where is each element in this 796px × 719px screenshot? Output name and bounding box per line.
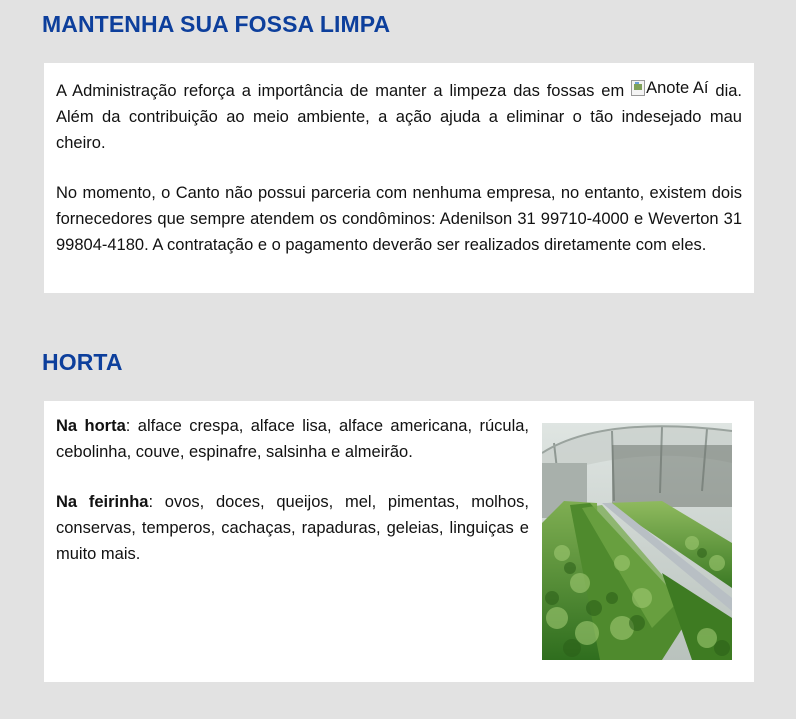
fossa-paragraph-2: No momento, o Canto não possui parceria com nenhuma empresa, no entanto, existem dois fornecedores que sempre atendem os condôminos: Adenilson 31 99710-4000 e Weverton 31 99804-4180. A contratação e o pagamento deverão ser realizados diretamente com eles. (56, 184, 742, 254)
horta-section-title: HORTA (42, 349, 123, 375)
horta-card (44, 401, 754, 682)
fossa-section-title: MANTENHA SUA FOSSA LIMPA (42, 11, 391, 37)
horta-paragraph-2 (56, 489, 529, 567)
fossa-paragraph-1-rest: dia. Além da contribuição ao meio ambiente, a ação ajuda a eliminar o tão indesejado mau cheiro. (56, 82, 742, 152)
feirinha-items: : ovos, doces, queijos, mel, pimentas, molhos, conservas, temperos, cachaças, rapaduras, geleias, linguiças e muito mais. (56, 493, 529, 563)
horta-items: : alface crespa, alface lisa, alface americana, rúcula, cebolinha, couve, espinafre, salsinha e almeirão. (56, 417, 529, 461)
fossa-paragraph-1 (56, 75, 742, 156)
broken-image-icon (631, 80, 645, 96)
greenhouse-photo (542, 423, 732, 660)
horta-paragraph-1 (56, 413, 529, 465)
anote-ai-image (631, 75, 708, 101)
anote-ai-image-alt: Anote Aí (646, 79, 709, 97)
fossa-card (44, 63, 754, 293)
feirinha-label: Na feirinha (56, 493, 149, 511)
horta-label: Na horta (56, 417, 126, 435)
fossa-paragraph-1-text: A Administração reforça a importância de manter a limpeza das fossas em (56, 82, 625, 100)
